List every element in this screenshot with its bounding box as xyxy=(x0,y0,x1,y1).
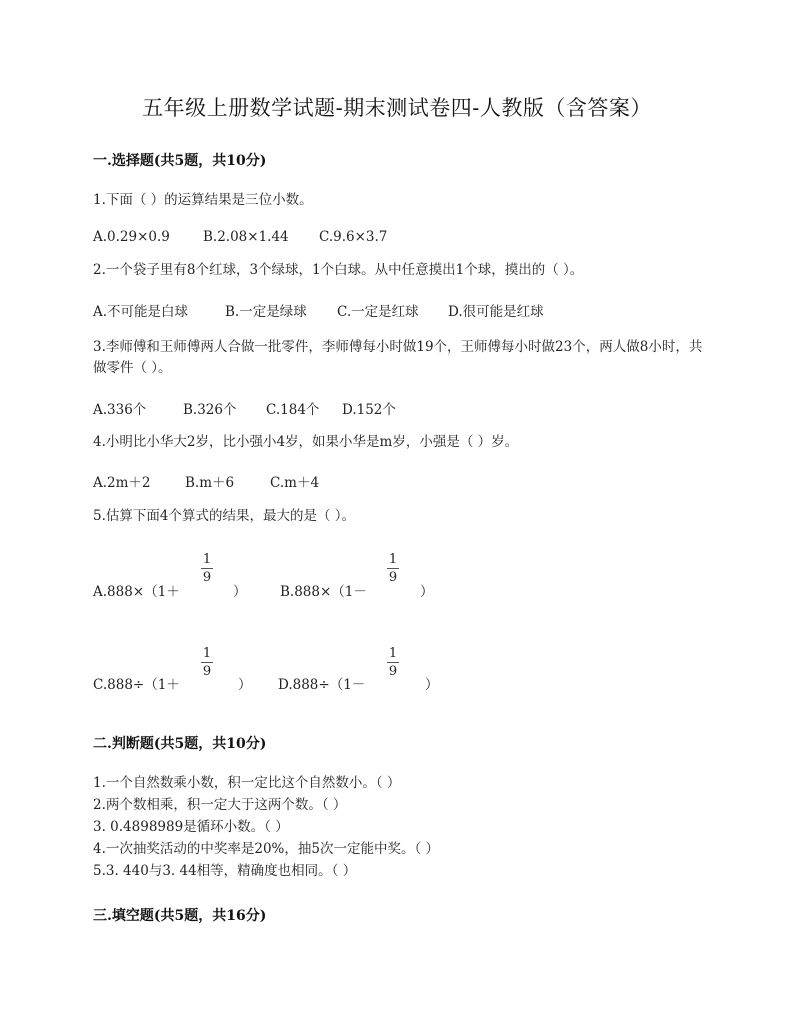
fraction-one-ninth: 1 9 xyxy=(388,646,398,679)
option-a: A.不可能是白球 xyxy=(93,304,189,320)
judgement-list xyxy=(93,772,439,882)
close-paren: ） xyxy=(233,584,247,600)
section-heading-fill-blank: 三.填空题(共5题，共16分) xyxy=(93,908,267,924)
close-paren: ） xyxy=(238,677,252,693)
fraction-one-ninth: 1 9 xyxy=(202,552,212,585)
option-c: C.184个 xyxy=(266,402,320,418)
option-d: D.152个 xyxy=(342,402,396,418)
question-1: 1.下面（ ）的运算结果是三位小数。 xyxy=(93,192,313,208)
option-a: A.336个 xyxy=(93,402,147,418)
option-d: D.888÷（1－ xyxy=(278,677,366,693)
option-b: B.2.08×1.44 xyxy=(203,229,289,245)
question-3-options xyxy=(93,398,396,418)
option-a: A.888×（1＋ xyxy=(93,584,180,600)
option-b: B.326个 xyxy=(183,402,237,418)
option-a: A.0.29×0.9 xyxy=(93,229,170,245)
option-c: C.一定是红球 xyxy=(337,304,419,320)
question-4-options xyxy=(93,471,319,491)
close-paren: ） xyxy=(420,584,434,600)
option-c: C.m＋4 xyxy=(270,475,320,491)
fraction-one-ninth: 1 9 xyxy=(388,552,398,585)
judgement-item: 1.一个自然数乘小数，积一定比这个自然数小。（ ） xyxy=(93,775,401,791)
question-2: 2.一个袋子里有8个红球，3个绿球，1个白球。从中任意摸出1个球，摸出的（ ）。 xyxy=(93,262,584,278)
page-title: 五年级上册数学试题-期末测试卷四-人教版（含答案） xyxy=(142,96,652,120)
judgement-item: 5.3. 440与3. 44相等，精确度也相同。（ ） xyxy=(93,863,357,879)
judgement-item: 2.两个数相乘，积一定大于这两个数。（ ） xyxy=(93,797,347,813)
question-5: 5.估算下面4个算式的结果，最大的是（ ）。 xyxy=(93,508,356,524)
close-paren: ） xyxy=(425,677,439,693)
judgement-item: 4.一次抽奖活动的中奖率是20%，抽5次一定能中奖。（ ） xyxy=(93,841,440,857)
judgement-item: 3. 0.4898989是循环小数。（ ） xyxy=(93,819,289,835)
option-d: D.很可能是红球 xyxy=(448,304,544,320)
question-1-options xyxy=(93,229,387,245)
option-b: B.一定是绿球 xyxy=(225,304,307,320)
option-b: B.888×（1－ xyxy=(280,584,367,600)
option-b: B.m＋6 xyxy=(185,475,235,491)
option-c: C.888÷（1＋ xyxy=(93,677,180,693)
question-2-options xyxy=(93,300,544,320)
option-a: A.2m＋2 xyxy=(93,475,151,491)
question-4: 4.小明比小华大2岁，比小强小4岁，如果小华是m岁，小强是（ ）岁。 xyxy=(93,434,519,450)
question-3: 3.李师傅和王师傅两人合做一批零件，李师傅每小时做19个，王师傅每小时做23个，两人做8小时，共做零件（ ）。 xyxy=(93,339,703,376)
section-heading-choice: 一.选择题(共5题，共10分) xyxy=(93,153,267,169)
section-heading-judgement: 二.判断题(共5题，共10分) xyxy=(93,736,267,752)
fraction-one-ninth: 1 9 xyxy=(202,646,212,679)
option-c: C.9.6×3.7 xyxy=(319,229,388,245)
